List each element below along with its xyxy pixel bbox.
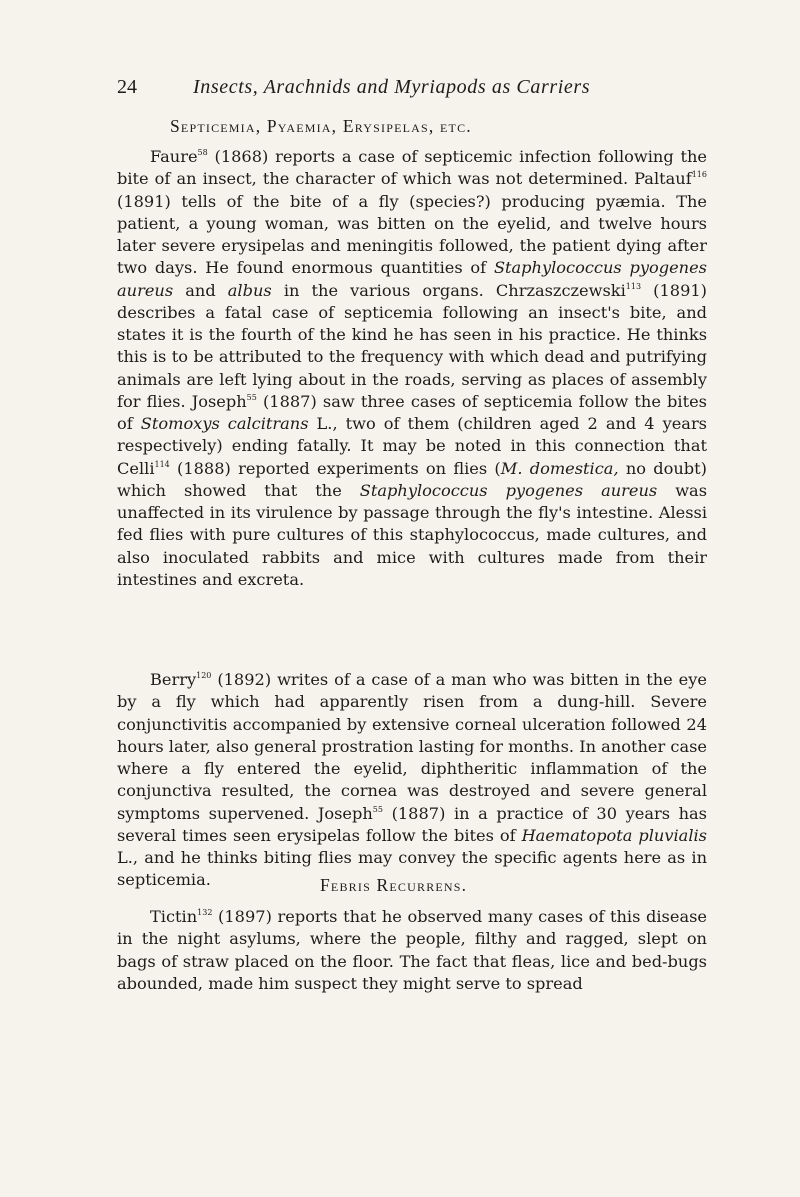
paragraph-septicemia-1: Faure$^{58}$ (1868) reports a case of septicemic infection following the bite of an insect, the character of which was not determined. Paltauf$^{116}$ (1891) tells of the bite of a fly (species?) producing pyæmia. The patient, a young woman, was bitten on the eyelid, and twelve hours later severe erysipelas and meningitis followed, the patient dying after two days. He found enormous quantities of Staphylococcus pyogenes aureus and albus in the various organs. Chrzaszczewski$^{113}$ (1891) describes a fatal case of septicemia following an insect's bite, and states it is the fourth of the kind he has seen in his practice. He thinks this is to be attributed to the frequency with which dead and putrifying animals are left lying about in the roads, serving as places of assembly for flies. Joseph$^{55}$ (1887) saw three cases of septicemia follow the bites of Stomoxys calcitrans L., two of them (children aged 2 and 4 years respectively) ending fatally. It may be noted in this connection that Celli$^{114}$ (1888) reported experiments on flies (M. domestica, no doubt) which showed that the Staphylococcus pyogenes aureus was unaffected in its virulence by passage through the fly's intestine. Alessi fed flies with pure cultures of this staphylococcus, made cultures, and also inoculated rabbits and mice with cultures made from their intestines and excreta. bbox=[117, 147, 708, 589]
paragraph-febris-recurrens: Tictin$^{132}$ (1897) reports that he observed many cases of this disease in the night asylums, where the people, filthy and ragged, slept on bags of straw placed on the floor. The fact that fleas, lice and bed-bugs abounded, made him suspect they might serve to spread bbox=[117, 907, 707, 993]
paragraph-septicemia-2: Berry$^{120}$ (1892) writes of a case of a man who was bitten in the eye by a fly which had apparently risen from a dung-hill. Severe conjunctivitis accompanied by extensive corneal ulceration followed 24 hours later, also general prostration lasting for months. In another case where a fly entered the eyelid, diphtheritic inflammation of the conjunctiva resulted, the cornea was destroyed and severe general symptoms supervened. Joseph$^{55}$ (1887) in a practice of 30 years has several times seen erysipelas follow the bites of Haematopota pluvialis L., and he thinks biting flies may convey the specific agents here as in septicemia. bbox=[117, 670, 707, 890]
page-number: 24 bbox=[117, 76, 137, 98]
section-heading-septicemia: Septicemia, Pyaemia, Erysipelas, etc. bbox=[170, 116, 472, 136]
running-title: Insects, Arachnids and Myriapods as Carriers bbox=[193, 76, 591, 98]
section-heading-febris-recurrens: Febris Recurrens. bbox=[320, 875, 468, 895]
